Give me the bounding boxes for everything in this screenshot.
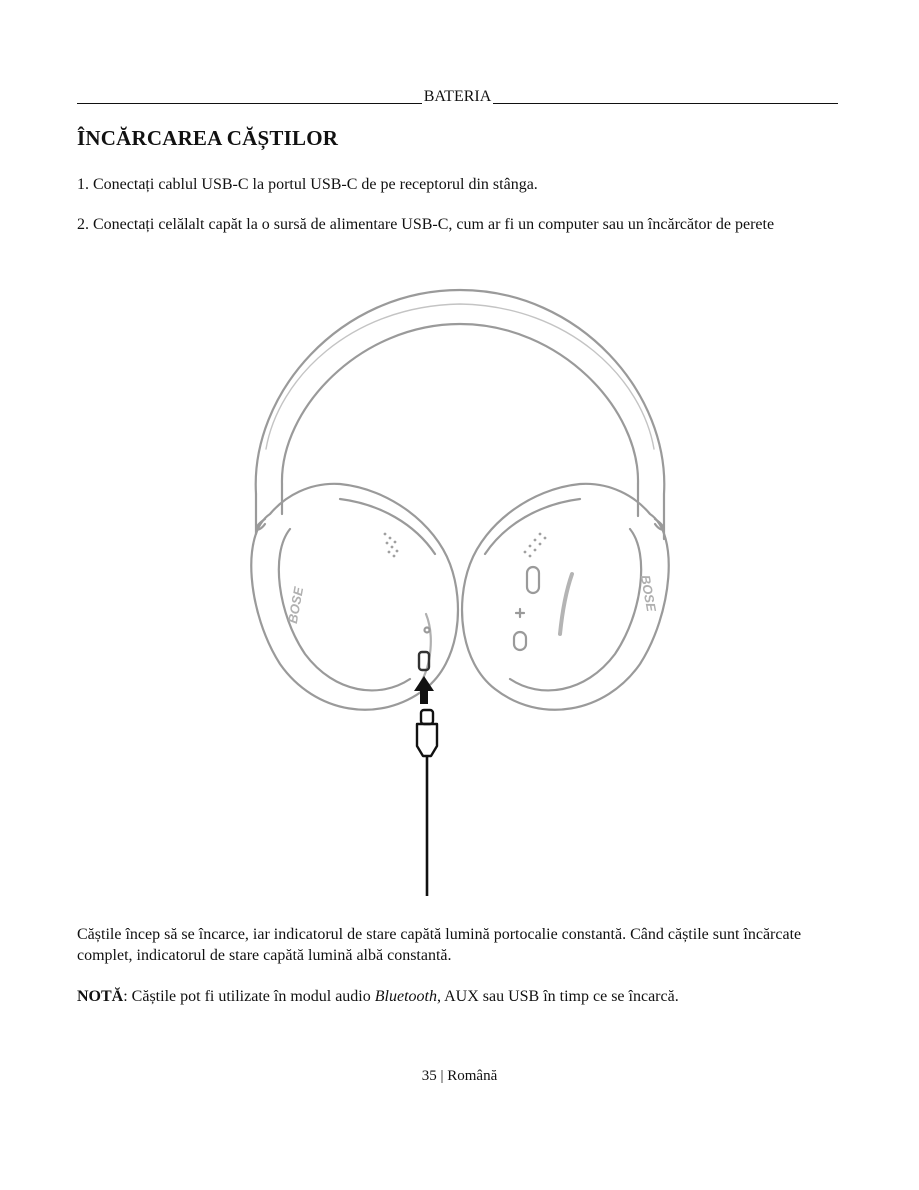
usb-c-cable <box>417 710 437 896</box>
note-emphasis: Bluetooth <box>374 988 437 1005</box>
note-label: NOTĂ <box>77 988 124 1005</box>
section-label: BATERIA <box>423 88 492 105</box>
arrow-up-icon <box>414 676 434 704</box>
charging-status-text: Căștile încep să se încarce, iar indicatorul de stare capătă lumină portocalie constantă. Când căștile sunt încărcate complet, indicatorul de stare capătă lumină albă constantă. <box>77 926 802 964</box>
footer-separator: | <box>436 1068 448 1084</box>
left-earcup <box>251 484 458 710</box>
header-rule-right <box>493 103 838 104</box>
page-number: 35 <box>421 1068 437 1084</box>
brand-logo-left: BOSE <box>284 585 307 625</box>
note-paragraph <box>77 986 837 1007</box>
headband-outer <box>256 290 665 529</box>
step-2: 2. Conectați celălalt capăt la o sursă de alimentare USB-C, cum ar fi un computer sau un încărcător de perete <box>77 216 775 233</box>
headphones-charging-illustration <box>220 284 700 904</box>
footer-language: Română <box>447 1068 498 1084</box>
note-text-after: , AUX sau USB în timp ce se încarcă. <box>436 988 679 1005</box>
section-header <box>77 86 838 106</box>
header-rule-left <box>77 103 422 104</box>
page-title: ÎNCĂRCAREA CĂȘTILOR <box>77 126 339 150</box>
right-earcup <box>462 484 669 710</box>
step-1: 1. Conectați cablul USB-C la portul USB-C de pe receptorul din stânga. <box>77 176 538 193</box>
brand-logo-right: BOSE <box>637 573 660 613</box>
page-footer <box>0 1068 919 1085</box>
note-text-before: : Căștile pot fi utilizate în modul audio <box>123 988 375 1005</box>
headband-inner <box>282 324 638 484</box>
